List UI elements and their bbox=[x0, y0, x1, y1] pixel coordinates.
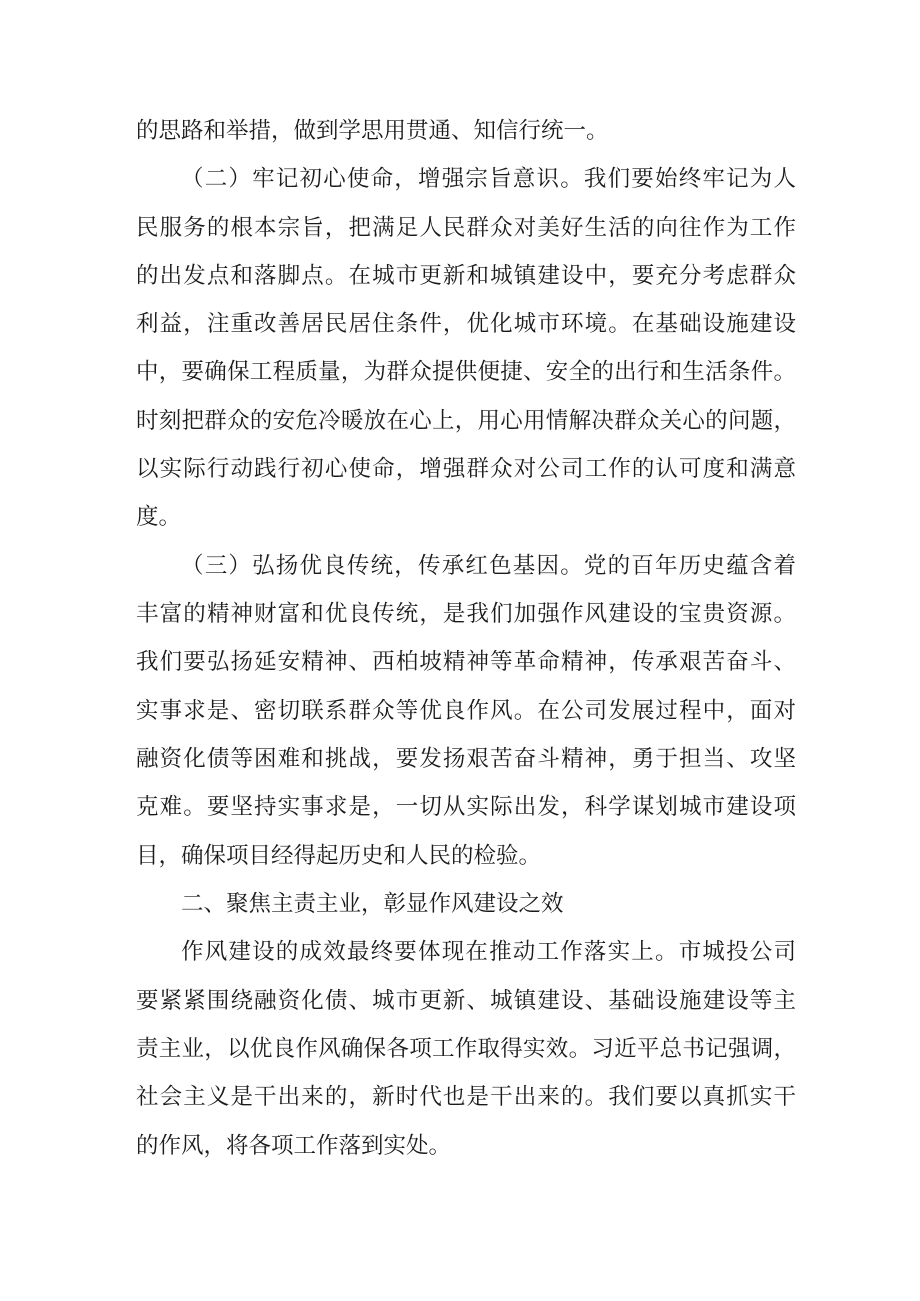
text-line: 作风建设的成效最终要体现在推动工作落实上。市城投公司 bbox=[181, 939, 796, 965]
text-line: 民服务的根本宗旨，把满足人民群众对美好生活的向往作为工作 bbox=[136, 215, 796, 241]
text-line: 社会主义是干出来的，新时代也是干出来的。我们要以真抓实干 bbox=[136, 1084, 796, 1110]
text-line: 目，确保项目经得起历史和人民的检验。 bbox=[136, 843, 542, 869]
text-line: 中，要确保工程质量，为群众提供便捷、安全的出行和生活条件。 bbox=[136, 359, 796, 385]
text-line: 责主业，以优良作风确保各项工作取得实效。习近平总书记强调， bbox=[136, 1036, 796, 1062]
text-line: 的出发点和落脚点。在城市更新和城镇建设中，要充分考虑群众 bbox=[136, 263, 796, 289]
text-line: 实事求是、密切联系群众等优良作风。在公司发展过程中，面对 bbox=[136, 698, 796, 724]
text-line: （二）牢记初心使命，增强宗旨意识。我们要始终牢记为人 bbox=[181, 166, 796, 192]
text-line: 的作风，将各项工作落到实处。 bbox=[136, 1133, 452, 1159]
text-line: 时刻把群众的安危冷暖放在心上，用心用情解决群众关心的问题， bbox=[136, 408, 796, 434]
text-line: 度。 bbox=[136, 504, 182, 530]
text-line: 利益，注重改善居民居住条件，优化城市环境。在基础设施建设 bbox=[136, 311, 796, 337]
text-line: 丰富的精神财富和优良传统，是我们加强作风建设的宝贵资源。 bbox=[136, 601, 796, 627]
section-heading: 二、聚焦主责主业，彰显作风建设之效 bbox=[181, 891, 564, 917]
text-line: 我们要弘扬延安精神、西柏坡精神等革命精神，传承艰苦奋斗、 bbox=[136, 649, 796, 675]
text-line: 以实际行动践行初心使命，增强群众对公司工作的认可度和满意 bbox=[136, 456, 796, 482]
text-line: 要紧紧围绕融资化债、城市更新、城镇建设、基础设施建设等主 bbox=[136, 988, 796, 1014]
text-line: 融资化债等困难和挑战，要发扬艰苦奋斗精神，勇于担当、攻坚 bbox=[136, 746, 796, 772]
text-line: 的思路和举措，做到学思用贯通、知信行统一。 bbox=[136, 118, 609, 144]
text-line: （三）弘扬优良传统，传承红色基因。党的百年历史蕴含着 bbox=[181, 553, 796, 579]
text-line: 克难。要坚持实事求是，一切从实际出发，科学谋划城市建设项 bbox=[136, 794, 796, 820]
